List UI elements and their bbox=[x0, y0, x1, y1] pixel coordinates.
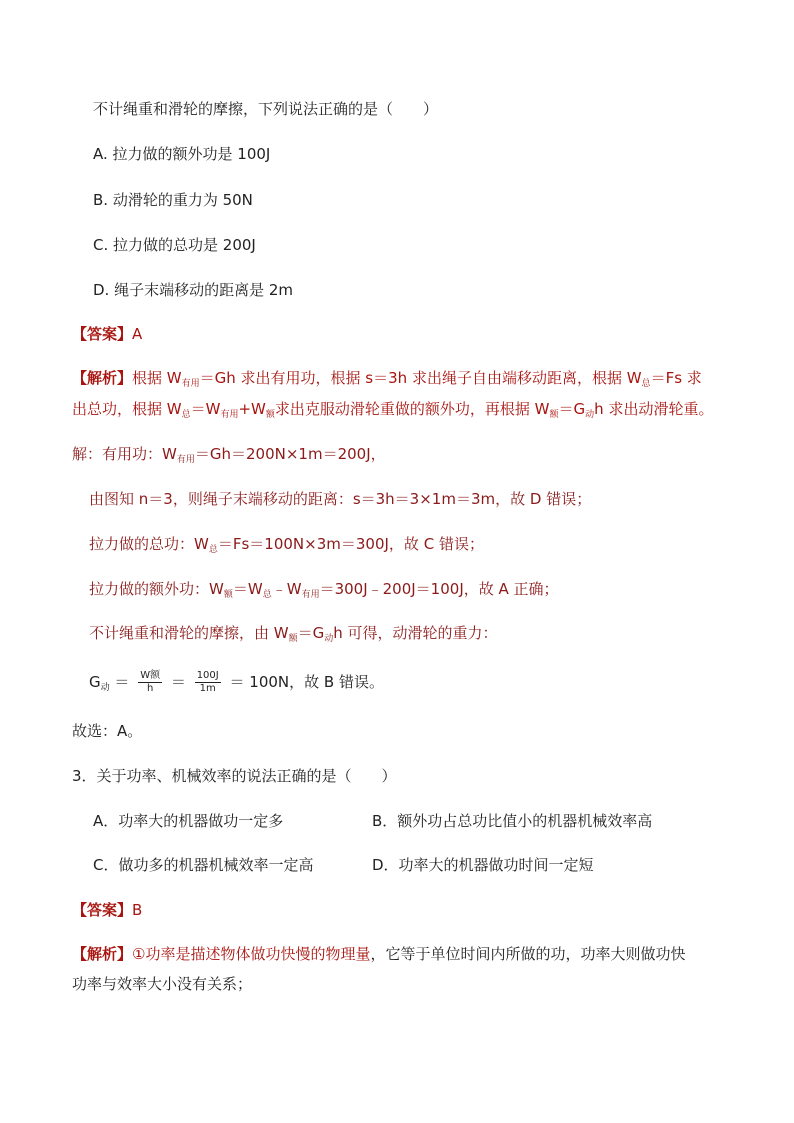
answer-tag: 【答案】 bbox=[72, 325, 133, 343]
q3-analysis-line1: 【解析】①功率是描述物体做功快慢的物理量，它等于单位时间内所做的功，功率大则做功快 bbox=[72, 945, 686, 963]
q2-solution-line4: 拉力做的额外功：$W_额=W_总﹣W_{有用}=300J﹣200J=100J$，故 A 正确； bbox=[89, 580, 559, 600]
q3-stem: 3．关于功率、机械效率的说法正确的是（ ） bbox=[72, 767, 397, 785]
q2-formula-line: $G_动$ ＝ $\frac{\text{W额}}{h}$ ＝ $\frac{100J}{1m}$ ＝ 100N，故 B 错误。 bbox=[89, 670, 384, 694]
q2-analysis-line2: 出总功，根据 $W_总=W_{有用}+W_额$求出克服动滑轮重做的额外功，再根据 $W_额=G_动h$ 求出动滑轮重。 bbox=[72, 400, 714, 420]
analysis-tag: 【解析】 bbox=[72, 369, 133, 387]
q3-option-a: A．功率大的机器做功一定多 bbox=[93, 812, 284, 830]
analysis-tag: 【解析】 bbox=[72, 945, 133, 963]
q3-option-c: C．做功多的机器机械效率一定高 bbox=[93, 856, 314, 874]
q2-choice: 故选：A。 bbox=[72, 722, 143, 740]
fraction-w-over-h: $\frac{\text{W额}}{h}$ bbox=[140, 670, 161, 694]
q2-analysis-line1: 【解析】根据 $W_{有用}=Gh$ 求出有用功，根据 s＝3h 求出绳子自由端移动距离，根据 $W_总=Fs$ 求 bbox=[72, 369, 702, 389]
answer-tag: 【答案】 bbox=[72, 901, 133, 919]
q2-option-a: A. 拉力做的额外功是 100J bbox=[93, 145, 271, 163]
q3-option-d: D．功率大的机器做功时间一定短 bbox=[372, 856, 594, 874]
q2-solution-line2: 由图知 n＝3，则绳子末端移动的距离：s＝3h＝3×1m＝3m，故 D 错误； bbox=[89, 490, 592, 508]
answer-value: B bbox=[132, 901, 143, 919]
q2-solution-line5: 不计绳重和滑轮的摩擦，由 $W_额=G_动h$ 可得，动滑轮的重力： bbox=[89, 624, 498, 644]
fraction-values: $\frac{100J}{1m}$ bbox=[196, 670, 219, 694]
q2-answer bbox=[72, 323, 142, 345]
q2-option-b: B. 动滑轮的重力为 50N bbox=[93, 191, 253, 209]
q2-stem: 不计绳重和滑轮的摩擦，下列说法正确的是（ ） bbox=[93, 100, 439, 118]
q2-solution-line3: 拉力做的总功：$W_总=Fs=100N\times 3m=300J$，故 C 错误； bbox=[89, 535, 484, 555]
q3-answer bbox=[72, 899, 142, 921]
q3-analysis-line2: 功率与效率大小没有关系； bbox=[72, 975, 253, 993]
q3-option-b: B．额外功占总功比值小的机器机械效率高 bbox=[372, 812, 653, 830]
q2-solution-line1: 解：有用功：$W_{有用}=Gh=200N\times 1m=200J$， bbox=[72, 445, 386, 465]
answer-value: A bbox=[132, 325, 143, 343]
q2-option-d: D. 绳子末端移动的距离是 2m bbox=[93, 281, 294, 299]
q2-option-c: C. 拉力做的总功是 200J bbox=[93, 236, 256, 254]
